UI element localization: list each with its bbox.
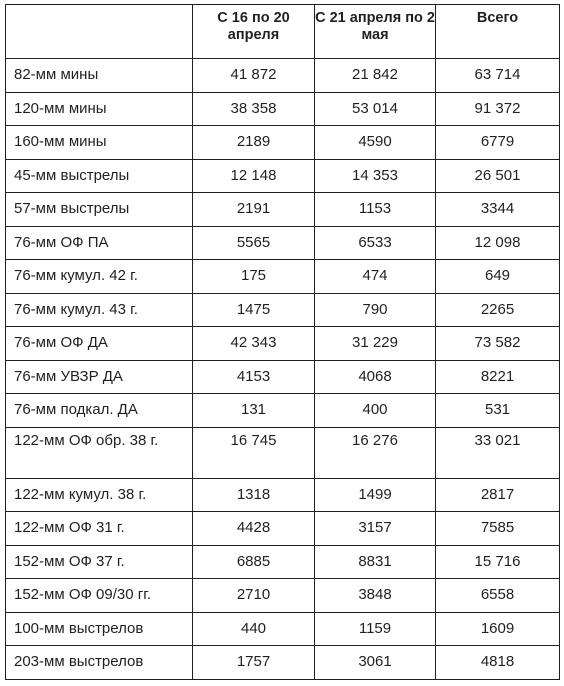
row-period-1-cell: 2191	[193, 193, 315, 227]
row-period-2-cell: 1499	[315, 478, 436, 512]
table-row	[6, 478, 560, 512]
row-period-1-cell: 2710	[193, 579, 315, 613]
row-total-cell: 6558	[436, 579, 560, 613]
row-label-cell: 160-мм мины	[6, 126, 193, 160]
row-total-cell: 26 501	[436, 159, 560, 193]
table-row	[6, 159, 560, 193]
row-total-cell: 63 714	[436, 59, 560, 93]
header-cell-period-2: С 21 апреля по 2 мая	[315, 5, 436, 59]
row-total-cell: 4818	[436, 646, 560, 680]
row-period-2-cell: 1153	[315, 193, 436, 227]
row-label-cell: 76-мм ОФ ДА	[6, 327, 193, 361]
row-period-1-cell: 1475	[193, 293, 315, 327]
row-period-1-cell: 4428	[193, 512, 315, 546]
row-period-2-cell: 3061	[315, 646, 436, 680]
row-label-cell: 45-мм выстрелы	[6, 159, 193, 193]
table-row	[6, 193, 560, 227]
row-period-2-cell: 16 276	[315, 427, 436, 478]
table-row	[6, 126, 560, 160]
row-label-cell: 203-мм выстрелов	[6, 646, 193, 680]
row-period-1-cell: 1318	[193, 478, 315, 512]
row-label-cell: 76-мм УВЗР ДА	[6, 360, 193, 394]
row-period-2-cell: 8831	[315, 545, 436, 579]
row-period-2-cell: 4590	[315, 126, 436, 160]
table-row	[6, 260, 560, 294]
table-row	[6, 360, 560, 394]
row-period-1-cell: 131	[193, 394, 315, 428]
row-period-1-cell: 440	[193, 612, 315, 646]
row-period-2-cell: 3157	[315, 512, 436, 546]
table-row	[6, 293, 560, 327]
row-period-1-cell: 42 343	[193, 327, 315, 361]
row-period-2-cell: 1159	[315, 612, 436, 646]
row-label-cell: 122-мм ОФ 31 г.	[6, 512, 193, 546]
table-header	[6, 5, 560, 59]
row-period-1-cell: 1757	[193, 646, 315, 680]
ammunition-table	[5, 4, 560, 680]
row-period-2-cell: 400	[315, 394, 436, 428]
row-label-cell: 120-мм мины	[6, 92, 193, 126]
table-row	[6, 394, 560, 428]
row-total-cell: 3344	[436, 193, 560, 227]
row-period-2-cell: 3848	[315, 579, 436, 613]
table-row	[6, 612, 560, 646]
row-period-1-cell: 5565	[193, 226, 315, 260]
row-period-2-cell: 6533	[315, 226, 436, 260]
row-label-cell: 76-мм ОФ ПА	[6, 226, 193, 260]
row-period-2-cell: 4068	[315, 360, 436, 394]
row-label-cell: 82-мм мины	[6, 59, 193, 93]
table-row	[6, 579, 560, 613]
row-period-2-cell: 53 014	[315, 92, 436, 126]
row-total-cell: 8221	[436, 360, 560, 394]
row-period-1-cell: 4153	[193, 360, 315, 394]
table-row	[6, 226, 560, 260]
row-total-cell: 73 582	[436, 327, 560, 361]
row-total-cell: 649	[436, 260, 560, 294]
row-total-cell: 2265	[436, 293, 560, 327]
row-label-cell: 76-мм кумул. 42 г.	[6, 260, 193, 294]
row-period-1-cell: 41 872	[193, 59, 315, 93]
row-total-cell: 12 098	[436, 226, 560, 260]
row-total-cell: 1609	[436, 612, 560, 646]
row-total-cell: 2817	[436, 478, 560, 512]
table-row	[6, 646, 560, 680]
header-cell-total: Всего	[436, 5, 560, 59]
row-label-cell: 152-мм ОФ 09/30 гг.	[6, 579, 193, 613]
row-period-1-cell: 6885	[193, 545, 315, 579]
row-total-cell: 6779	[436, 126, 560, 160]
row-period-1-cell: 12 148	[193, 159, 315, 193]
row-label-cell: 57-мм выстрелы	[6, 193, 193, 227]
table-row	[6, 545, 560, 579]
row-period-2-cell: 474	[315, 260, 436, 294]
row-period-1-cell: 16 745	[193, 427, 315, 478]
row-total-cell: 7585	[436, 512, 560, 546]
table-row	[6, 92, 560, 126]
row-period-1-cell: 2189	[193, 126, 315, 160]
header-cell-name	[6, 5, 193, 59]
header-cell-period-1: С 16 по 20 апреля	[193, 5, 315, 59]
row-label-cell: 122-мм ОФ обр. 38 г.	[6, 427, 193, 478]
row-period-2-cell: 21 842	[315, 59, 436, 93]
row-period-1-cell: 38 358	[193, 92, 315, 126]
row-total-cell: 33 021	[436, 427, 560, 478]
row-label-cell: 122-мм кумул. 38 г.	[6, 478, 193, 512]
table-row	[6, 327, 560, 361]
row-label-cell: 76-мм кумул. 43 г.	[6, 293, 193, 327]
table-row	[6, 427, 560, 478]
header-row	[6, 5, 560, 59]
row-period-1-cell: 175	[193, 260, 315, 294]
table-row	[6, 59, 560, 93]
row-label-cell: 100-мм выстрелов	[6, 612, 193, 646]
row-label-cell: 76-мм подкал. ДА	[6, 394, 193, 428]
row-total-cell: 531	[436, 394, 560, 428]
row-label-cell: 152-мм ОФ 37 г.	[6, 545, 193, 579]
row-period-2-cell: 790	[315, 293, 436, 327]
table-row	[6, 512, 560, 546]
row-period-2-cell: 31 229	[315, 327, 436, 361]
table-body	[6, 59, 560, 680]
row-total-cell: 91 372	[436, 92, 560, 126]
row-total-cell: 15 716	[436, 545, 560, 579]
row-period-2-cell: 14 353	[315, 159, 436, 193]
